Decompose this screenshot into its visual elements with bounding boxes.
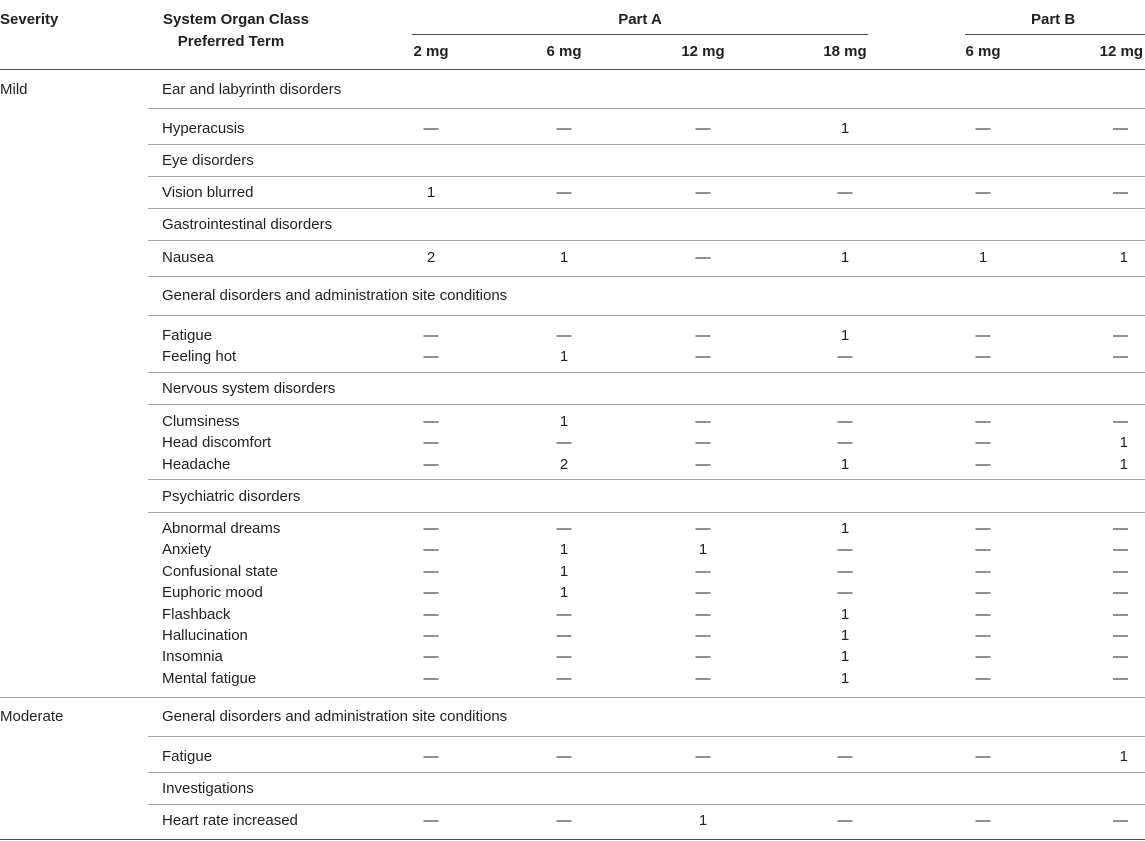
header-soc-line1: System Organ Class bbox=[163, 11, 309, 28]
header-bottom-rule bbox=[0, 69, 1145, 70]
soc-label: Nervous system disorders bbox=[162, 380, 336, 397]
value-cell: — bbox=[423, 348, 439, 365]
soc-label: Psychiatric disorders bbox=[162, 488, 301, 505]
value-cell: — bbox=[975, 563, 991, 580]
soc-label: Investigations bbox=[162, 780, 254, 797]
value-cell: 1 bbox=[559, 563, 569, 580]
value-cell: — bbox=[423, 434, 439, 451]
value-cell: — bbox=[1113, 184, 1128, 201]
value-cell: 1 bbox=[840, 327, 850, 344]
row-rule bbox=[0, 697, 1145, 698]
value-cell: — bbox=[975, 606, 991, 623]
value-cell: — bbox=[975, 541, 991, 558]
value-cell: — bbox=[423, 120, 439, 137]
value-cell: 1 bbox=[840, 520, 850, 537]
value-cell: — bbox=[423, 413, 439, 430]
value-cell: — bbox=[556, 627, 572, 644]
header-col-b-6mg: 6 mg bbox=[965, 43, 1001, 60]
value-cell: 1 bbox=[698, 541, 708, 558]
value-cell: — bbox=[1113, 413, 1128, 430]
term-label: Hyperacusis bbox=[162, 120, 245, 137]
value-cell: — bbox=[837, 541, 853, 558]
value-cell: — bbox=[1113, 627, 1128, 644]
value-cell: — bbox=[975, 184, 991, 201]
value-cell: 1 bbox=[426, 184, 436, 201]
value-cell: — bbox=[695, 413, 711, 430]
term-label: Mental fatigue bbox=[162, 670, 257, 687]
value-cell: — bbox=[837, 563, 853, 580]
value-cell: 1 bbox=[840, 627, 850, 644]
row-rule bbox=[148, 804, 1145, 805]
value-cell: 1 bbox=[978, 249, 988, 266]
header-severity: Severity bbox=[0, 11, 59, 28]
value-cell: 2 bbox=[559, 456, 569, 473]
header-col-a-6mg: 6 mg bbox=[546, 43, 582, 60]
value-cell: — bbox=[556, 606, 572, 623]
value-cell: — bbox=[556, 120, 572, 137]
header-col-a-2mg: 2 mg bbox=[413, 43, 449, 60]
value-cell: — bbox=[837, 184, 853, 201]
soc-label: General disorders and administration site conditions bbox=[162, 287, 508, 304]
value-cell: — bbox=[423, 606, 439, 623]
value-cell: — bbox=[556, 648, 572, 665]
value-cell: — bbox=[1113, 584, 1128, 601]
value-cell: — bbox=[695, 606, 711, 623]
term-label: Feeling hot bbox=[162, 348, 237, 365]
soc-label: Gastrointestinal disorders bbox=[162, 216, 333, 233]
term-label: Confusional state bbox=[162, 563, 278, 580]
term-label: Heart rate increased bbox=[162, 812, 298, 829]
row-rule bbox=[148, 736, 1145, 737]
value-cell: — bbox=[695, 456, 711, 473]
value-cell: — bbox=[556, 812, 572, 829]
value-cell: — bbox=[695, 327, 711, 344]
severity-label: Moderate bbox=[0, 708, 64, 725]
header-part-b: Part B bbox=[1031, 11, 1076, 28]
severity-label: Mild bbox=[0, 81, 28, 98]
value-cell: — bbox=[695, 520, 711, 537]
part-a-rule bbox=[412, 34, 868, 35]
header-col-a-18mg: 18 mg bbox=[823, 43, 867, 60]
value-cell: 1 bbox=[1119, 434, 1128, 451]
value-cell: — bbox=[556, 670, 572, 687]
value-cell: — bbox=[975, 584, 991, 601]
row-rule bbox=[148, 512, 1145, 513]
value-cell: 1 bbox=[698, 812, 708, 829]
value-cell: — bbox=[556, 327, 572, 344]
value-cell: — bbox=[1113, 520, 1128, 537]
value-cell: — bbox=[837, 584, 853, 601]
value-cell: — bbox=[423, 648, 439, 665]
value-cell: — bbox=[975, 434, 991, 451]
value-cell: — bbox=[837, 413, 853, 430]
value-cell: — bbox=[423, 327, 439, 344]
value-cell: 1 bbox=[840, 606, 850, 623]
value-cell: 1 bbox=[840, 120, 850, 137]
row-rule bbox=[148, 372, 1145, 373]
value-cell: 2 bbox=[426, 249, 436, 266]
value-cell: — bbox=[423, 541, 439, 558]
value-cell: — bbox=[975, 812, 991, 829]
row-rule bbox=[148, 208, 1145, 209]
value-cell: — bbox=[423, 584, 439, 601]
term-label: Euphoric mood bbox=[162, 584, 263, 601]
value-cell: — bbox=[423, 748, 439, 765]
header-soc-line2: Preferred Term bbox=[177, 33, 285, 50]
term-label: Clumsiness bbox=[162, 413, 240, 430]
value-cell: — bbox=[695, 563, 711, 580]
value-cell: — bbox=[423, 520, 439, 537]
value-cell: — bbox=[423, 812, 439, 829]
row-rule bbox=[148, 315, 1145, 316]
term-label: Fatigue bbox=[162, 748, 213, 765]
value-cell: — bbox=[556, 434, 572, 451]
value-cell: 1 bbox=[559, 413, 569, 430]
value-cell: 1 bbox=[1119, 249, 1128, 266]
value-cell: 1 bbox=[559, 348, 569, 365]
soc-label: Eye disorders bbox=[162, 152, 254, 169]
value-cell: 1 bbox=[559, 249, 569, 266]
row-rule bbox=[148, 276, 1145, 277]
value-cell: — bbox=[423, 563, 439, 580]
soc-label: Ear and labyrinth disorders bbox=[162, 81, 342, 98]
value-cell: 1 bbox=[840, 456, 850, 473]
row-rule bbox=[148, 240, 1145, 241]
soc-label: General disorders and administration site conditions bbox=[162, 708, 508, 725]
value-cell: — bbox=[837, 434, 853, 451]
value-cell: — bbox=[695, 670, 711, 687]
value-cell: — bbox=[1113, 648, 1128, 665]
value-cell: — bbox=[695, 120, 711, 137]
row-rule bbox=[148, 404, 1145, 405]
row-rule bbox=[148, 479, 1145, 480]
part-b-rule bbox=[965, 34, 1145, 35]
value-cell: — bbox=[695, 627, 711, 644]
term-label: Anxiety bbox=[162, 541, 212, 558]
value-cell: 1 bbox=[1119, 748, 1128, 765]
value-cell: — bbox=[695, 584, 711, 601]
value-cell: — bbox=[1113, 120, 1128, 137]
value-cell: — bbox=[1113, 563, 1128, 580]
row-rule bbox=[148, 176, 1145, 177]
value-cell: — bbox=[695, 249, 711, 266]
value-cell: — bbox=[423, 627, 439, 644]
value-cell: — bbox=[1113, 812, 1128, 829]
value-cell: — bbox=[1113, 327, 1128, 344]
header-col-a-12mg: 12 mg bbox=[681, 43, 725, 60]
value-cell: — bbox=[975, 120, 991, 137]
table-bottom-rule bbox=[0, 839, 1145, 840]
term-label: Hallucination bbox=[162, 627, 248, 644]
value-cell: — bbox=[423, 456, 439, 473]
value-cell: — bbox=[975, 748, 991, 765]
term-label: Vision blurred bbox=[162, 184, 254, 201]
value-cell: — bbox=[975, 327, 991, 344]
value-cell: — bbox=[975, 348, 991, 365]
row-rule bbox=[148, 144, 1145, 145]
value-cell: 1 bbox=[840, 670, 850, 687]
value-cell: — bbox=[556, 184, 572, 201]
value-cell: — bbox=[695, 648, 711, 665]
term-label: Abnormal dreams bbox=[162, 520, 281, 537]
value-cell: — bbox=[695, 184, 711, 201]
row-rule bbox=[148, 108, 1145, 109]
value-cell: — bbox=[837, 748, 853, 765]
header-col-b-12mg: 12 mg bbox=[1099, 43, 1143, 60]
term-label: Fatigue bbox=[162, 327, 213, 344]
term-label: Headache bbox=[162, 456, 231, 473]
value-cell: — bbox=[695, 748, 711, 765]
value-cell: — bbox=[1113, 348, 1128, 365]
value-cell: — bbox=[975, 648, 991, 665]
value-cell: — bbox=[975, 670, 991, 687]
header-part-a: Part A bbox=[618, 11, 662, 28]
value-cell: — bbox=[556, 748, 572, 765]
value-cell: 1 bbox=[1119, 456, 1128, 473]
value-cell: — bbox=[837, 348, 853, 365]
value-cell: 1 bbox=[840, 249, 850, 266]
value-cell: — bbox=[423, 670, 439, 687]
value-cell: 1 bbox=[840, 648, 850, 665]
value-cell: 1 bbox=[559, 541, 569, 558]
value-cell: — bbox=[975, 456, 991, 473]
value-cell: — bbox=[556, 520, 572, 537]
term-label: Head discomfort bbox=[162, 434, 272, 451]
value-cell: — bbox=[695, 348, 711, 365]
value-cell: — bbox=[695, 434, 711, 451]
term-label: Nausea bbox=[162, 249, 214, 266]
value-cell: — bbox=[837, 812, 853, 829]
value-cell: — bbox=[1113, 606, 1128, 623]
value-cell: — bbox=[975, 413, 991, 430]
value-cell: — bbox=[1113, 541, 1128, 558]
term-label: Flashback bbox=[162, 606, 231, 623]
term-label: Insomnia bbox=[162, 648, 223, 665]
value-cell: — bbox=[1113, 670, 1128, 687]
value-cell: — bbox=[975, 627, 991, 644]
value-cell: 1 bbox=[559, 584, 569, 601]
value-cell: — bbox=[975, 520, 991, 537]
row-rule bbox=[148, 772, 1145, 773]
